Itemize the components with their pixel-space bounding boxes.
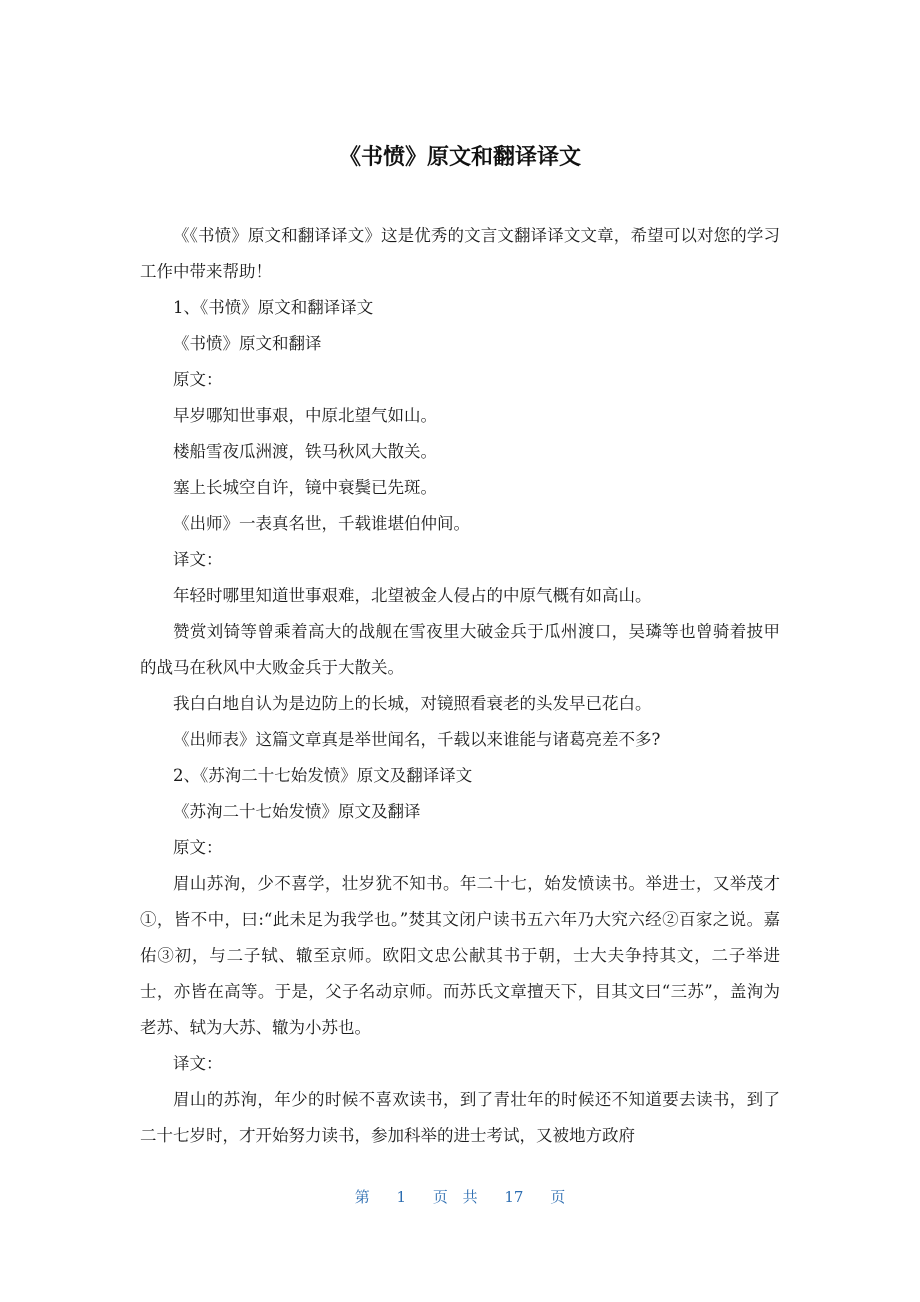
label-original: 原文： xyxy=(173,370,223,389)
poem-line: 早岁哪知世事艰，中原北望气如山。 xyxy=(173,406,437,425)
footer-mid: 页 共 xyxy=(432,1188,478,1206)
translation-paragraph: 年轻时哪里知道世事艰难，北望被金人侵占的中原气概有如高山。 xyxy=(173,586,652,605)
poem-line: 塞上长城空自许，镜中衰鬓已先斑。 xyxy=(173,478,437,497)
footer-prefix: 第 xyxy=(354,1188,370,1206)
section-heading-2: 2、《苏洵二十七始发愤》原文及翻译译文 xyxy=(173,766,473,785)
translation-paragraph: 我白白地自认为是边防上的长城，对镜照看衰老的头发早已花白。 xyxy=(173,694,652,713)
label-original: 原文： xyxy=(173,838,223,857)
label-translation: 译文： xyxy=(173,1054,223,1073)
page-footer xyxy=(0,1186,920,1207)
document-title: 《书愤》原文和翻译译文 xyxy=(338,145,581,170)
total-pages-number: 17 xyxy=(504,1188,524,1206)
section-heading-1: 1、《书愤》原文和翻译译文 xyxy=(173,298,374,317)
original-paragraph: 眉山苏洵，少不喜学，壮岁犹不知书。年二十七，始发愤读书。举进士，又举茂才①，皆不中，曰:“此未足为我学也。”焚其文闭户读书五六年乃大究六经②百家之说。嘉佑③初，与二子轼、辙至京师。欧阳文忠公献其书于朝，士大夫争持其文，二子举进士，亦皆在高等。于是，父子名动京师。而苏氏文章擅天下，目其文曰“三苏”，盖洵为老苏、轼为大苏、辙为小苏也。 xyxy=(140,874,780,1037)
poem-line: 楼船雪夜瓜洲渡，铁马秋风大散关。 xyxy=(173,442,437,461)
translation-paragraph: 《出师表》这篇文章真是举世闻名，千载以来谁能与诸葛亮差不多? xyxy=(173,730,661,749)
footer-suffix: 页 xyxy=(550,1188,566,1206)
translation-paragraph: 赞赏刘锜等曾乘着高大的战舰在雪夜里大破金兵于瓜州渡口，吴璘等也曾骑着披甲的战马在秋风中大败金兵于大散关。 xyxy=(140,622,780,677)
document-body xyxy=(140,218,780,1154)
subsection-heading: 《书愤》原文和翻译 xyxy=(173,334,322,353)
poem-line: 《出师》一表真名世，千载谁堪伯仲间。 xyxy=(173,514,470,533)
subsection-heading: 《苏洵二十七始发愤》原文及翻译 xyxy=(173,802,421,821)
label-translation: 译文： xyxy=(173,550,223,569)
translation-paragraph: 眉山的苏洵，年少的时候不喜欢读书，到了青壮年的时候还不知道要去读书，到了二十七岁时，才开始努力读书，参加科举的进士考试，又被地方政府 xyxy=(140,1090,780,1145)
current-page-number: 1 xyxy=(396,1188,407,1206)
intro-paragraph: 《《书愤》原文和翻译译文》这是优秀的文言文翻译译文文章，希望可以对您的学习工作中带来帮助！ xyxy=(140,226,780,281)
